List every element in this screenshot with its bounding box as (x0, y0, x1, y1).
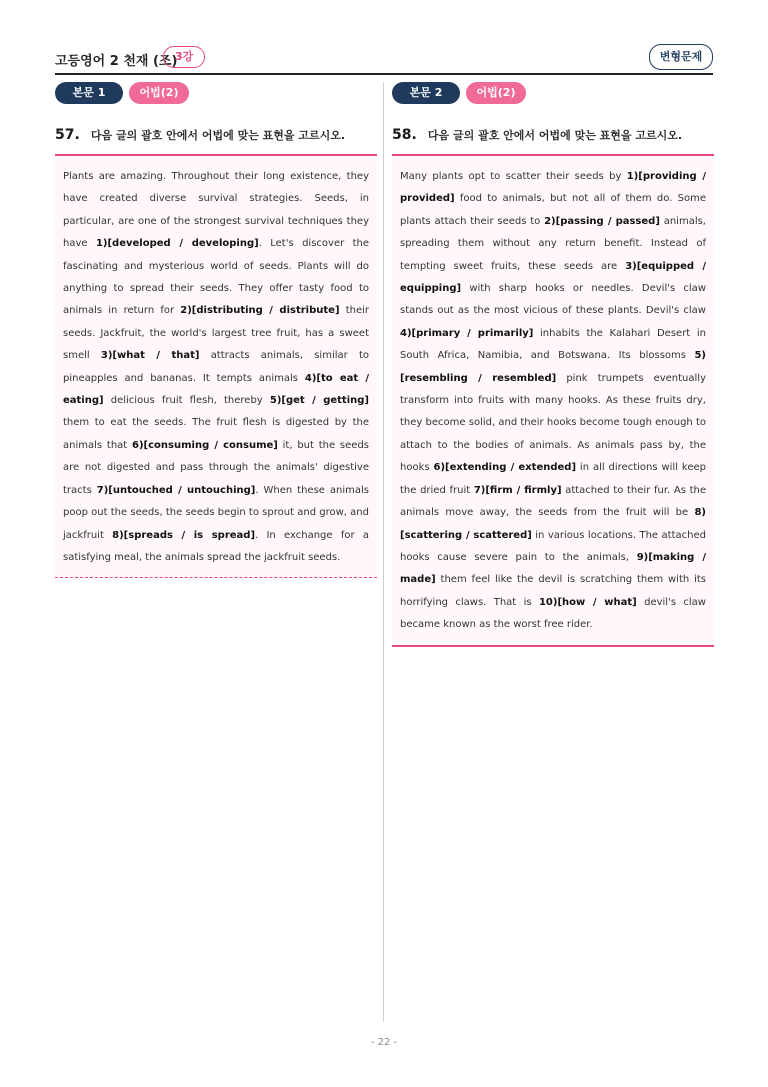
right-tags (392, 82, 714, 106)
question-line (392, 124, 714, 144)
passage-text: in various locations. The attached hooks cause severe pain to the animals, (400, 529, 706, 563)
passage-text: . When these animals poop out the seeds, the seeds begin to sprout and grow, and jackfruit (63, 484, 370, 541)
passage-text: Plants are amazing. Throughout their long existence, they have created diverse survival strategies. Seeds, in particular, are one of the strongest survival techniques they have (63, 171, 369, 250)
passage-box (392, 154, 714, 647)
answer-choice: 1)[providing / provided] (400, 171, 706, 205)
answer-choice: 8)[spreads / is spread] (112, 529, 256, 541)
passage-text: it, but the seeds are not digested and pass through the animals' digestive tracts (63, 439, 369, 496)
passage-text: food to animals, but not all of them do. Some plants attach their seeds to (400, 193, 706, 227)
answer-choice: 9)[making / made] (400, 551, 706, 586)
question-number: 57. (55, 127, 80, 143)
passage-tag: 본문 2 (392, 82, 460, 104)
passage-text: . Let's discover the fascinating and mysterious world of seeds. Plants will do anything to spread their seeds. They offer tasty food to animals in return for (63, 238, 370, 317)
passage-text: inhabits the Kalahari Desert in South Africa, Namibia, and Botswana. Its blossoms (400, 327, 706, 362)
question-type-badge: 변형문제 (649, 44, 713, 70)
answer-choice: 5)[resembling / resembled] (400, 350, 706, 384)
answer-choice: 1)[developed / developing] (95, 238, 259, 250)
left-column (55, 82, 377, 578)
answer-choice: 8)[scattering / scattered] (400, 507, 706, 541)
answer-choice: 4)[primary / primarily] (400, 327, 534, 339)
answer-choice: 4)[to eat / eating] (63, 372, 369, 407)
left-tags (55, 82, 377, 106)
header-rule (55, 73, 713, 75)
question-prompt: 다음 글의 괄호 안에서 어법에 맞는 표현을 고르시오. (90, 129, 346, 142)
grammar-tag: 어법(2) (129, 82, 189, 104)
passage-text: delicious fruit flesh, thereby (103, 395, 270, 407)
passage-text: attracts animals, similar to pineapples and bananas. It tempts animals (63, 350, 369, 384)
lesson-badge: 3강 (163, 46, 205, 68)
answer-choice: 3)[equipped / equipping] (400, 260, 706, 295)
passage-box (55, 154, 377, 578)
passage-text: their seeds. Jackfruit, the world's largest tree fruit, has a sweet smell (63, 305, 369, 362)
book-title: 고등영어 2 천재 (조) (55, 54, 178, 69)
passage-tag: 본문 1 (55, 82, 123, 104)
question-number: 58. (392, 127, 417, 143)
answer-choice: 2)[distributing / distribute] (180, 305, 340, 317)
passage-text: in all directions will keep the dried fruit (400, 462, 706, 496)
question-line (55, 124, 377, 144)
passage-text: them to eat the seeds. The fruit flesh is digested by the animals that (63, 417, 369, 451)
passage-text: . In exchange for a satisfying meal, the animals spread the jackfruit seeds. (63, 529, 369, 563)
passage-text: attached to their fur. As the animals move away, the seeds from the fruit will be (400, 484, 706, 519)
passage-text: pink trumpets eventually transform into fruits with many hooks. As these fruits dry, they become solid, and their hooks become tough enough to attach to the bodies of animals. As animals pass by, the hooks (400, 372, 706, 474)
grammar-tag: 어법(2) (466, 82, 526, 104)
answer-choice: 7)[untouched / untouching] (96, 484, 256, 496)
answer-choice: 5)[get / getting] (269, 395, 369, 407)
passage-text: devil's claw became known as the worst free rider. (400, 596, 706, 631)
passage-text: with sharp hooks or needles. Devil's claw stands out as the most vicious of these plants. Devil's claw (400, 283, 706, 317)
page-number: - 22 - (370, 1037, 398, 1048)
passage-text: animals, spreading them without any return benefit. Instead of tempting sweet fruits, these seeds are (400, 215, 706, 272)
passage-text: them feel like the devil is scratching them with its horrifying claws. That is (400, 574, 706, 608)
answer-choice: 6)[extending / extended] (433, 462, 577, 474)
page-header (55, 46, 713, 74)
answer-choice: 7)[firm / firmly] (473, 484, 562, 496)
right-column (392, 82, 714, 647)
column-divider (383, 82, 384, 1022)
answer-choice: 2)[passing / passed] (544, 215, 660, 227)
answer-choice: 6)[consuming / consume] (132, 439, 278, 451)
question-prompt: 다음 글의 괄호 안에서 어법에 맞는 표현을 고르시오. (427, 129, 683, 142)
passage-text: Many plants opt to scatter their seeds by (400, 171, 627, 182)
answer-choice: 10)[how / what] (538, 596, 637, 608)
answer-choice: 3)[what / that] (100, 350, 200, 362)
